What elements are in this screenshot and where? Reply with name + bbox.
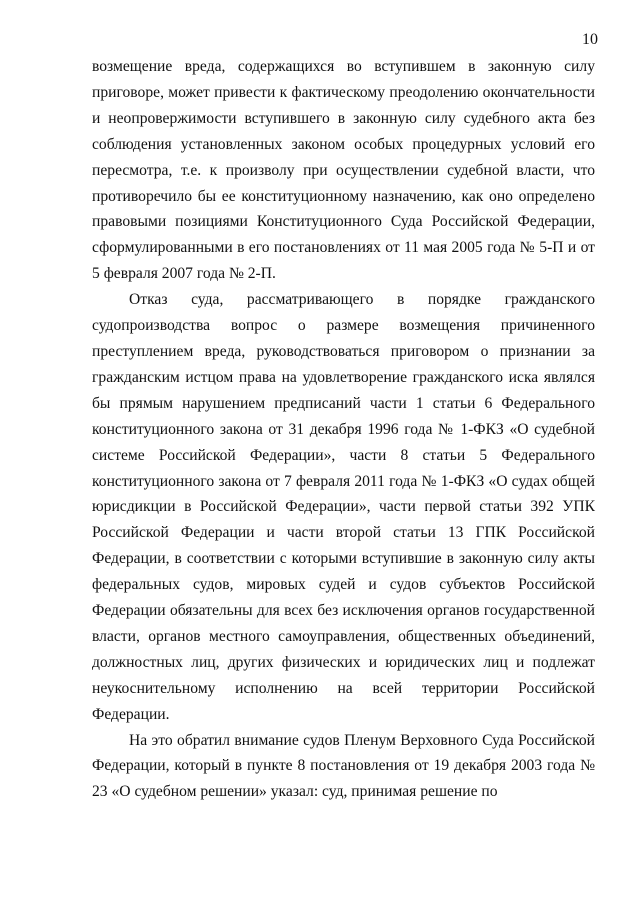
paragraph-refusal-of-court: Отказ суда, рассматривающего в порядке гражданского судопроизводства вопрос о размере возмещения причиненного преступлением вреда, руководствоваться приговором о признании за гражданским истцом права на удовлетворение гражданского иска являлся бы прямым нарушением предписаний части 1 статьи 6 Федерального конституционного закона от 31 декабря 1996 года № 1-ФКЗ «О судебной системе Российской Федерации», части 8 статьи 5 Федерального конституционного закона от 7 февраля 2011 года № 1-ФКЗ «О судах общей юрисдикции в Российской Федерации», части первой статьи 392 УПК Российской Федерации и части второй статьи 13 ГПК Российской Федерации, в соответствии с которыми вступившие в законную силу акты федеральных судов, мировых судей и судов субъектов Российской Федерации обязательны для всех без исключения органов государственной власти, органов местного самоуправления, общественных объединений, должностных лиц, других физических и юридических лиц и подлежат неукоснительному исполнению на всей территории Российской Федерации. [92,291,595,723]
document-body [92,54,595,805]
page-number: 10 [582,31,598,48]
paragraph-continuation: возмещение вреда, содержащихся во вступившем в законную силу приговоре, может привести к фактическому преодолению окончательности и неопровержимости вступившего в законную силу судебного акта без соблюдения установленных законом особых процедурных условий его пересмотра, т.е. к произволу при осуществлении судебной власти, что противоречило бы ее конституционному назначению, как оно определено правовыми позициями Конституционного Суда Российской Федерации, сформулированными в его постановлениях от 11 мая 2005 года № 5-П и от 5 февраля 2007 года № 2-П. [92,58,595,283]
paragraph-plenum-supreme-court: На это обратил внимание судов Пленум Верховного Суда Российской Федерации, который в пункте 8 постановления от 19 декабря 2003 года № 23 «О судебном решении» указал: суд, принимая решение по [92,731,595,801]
